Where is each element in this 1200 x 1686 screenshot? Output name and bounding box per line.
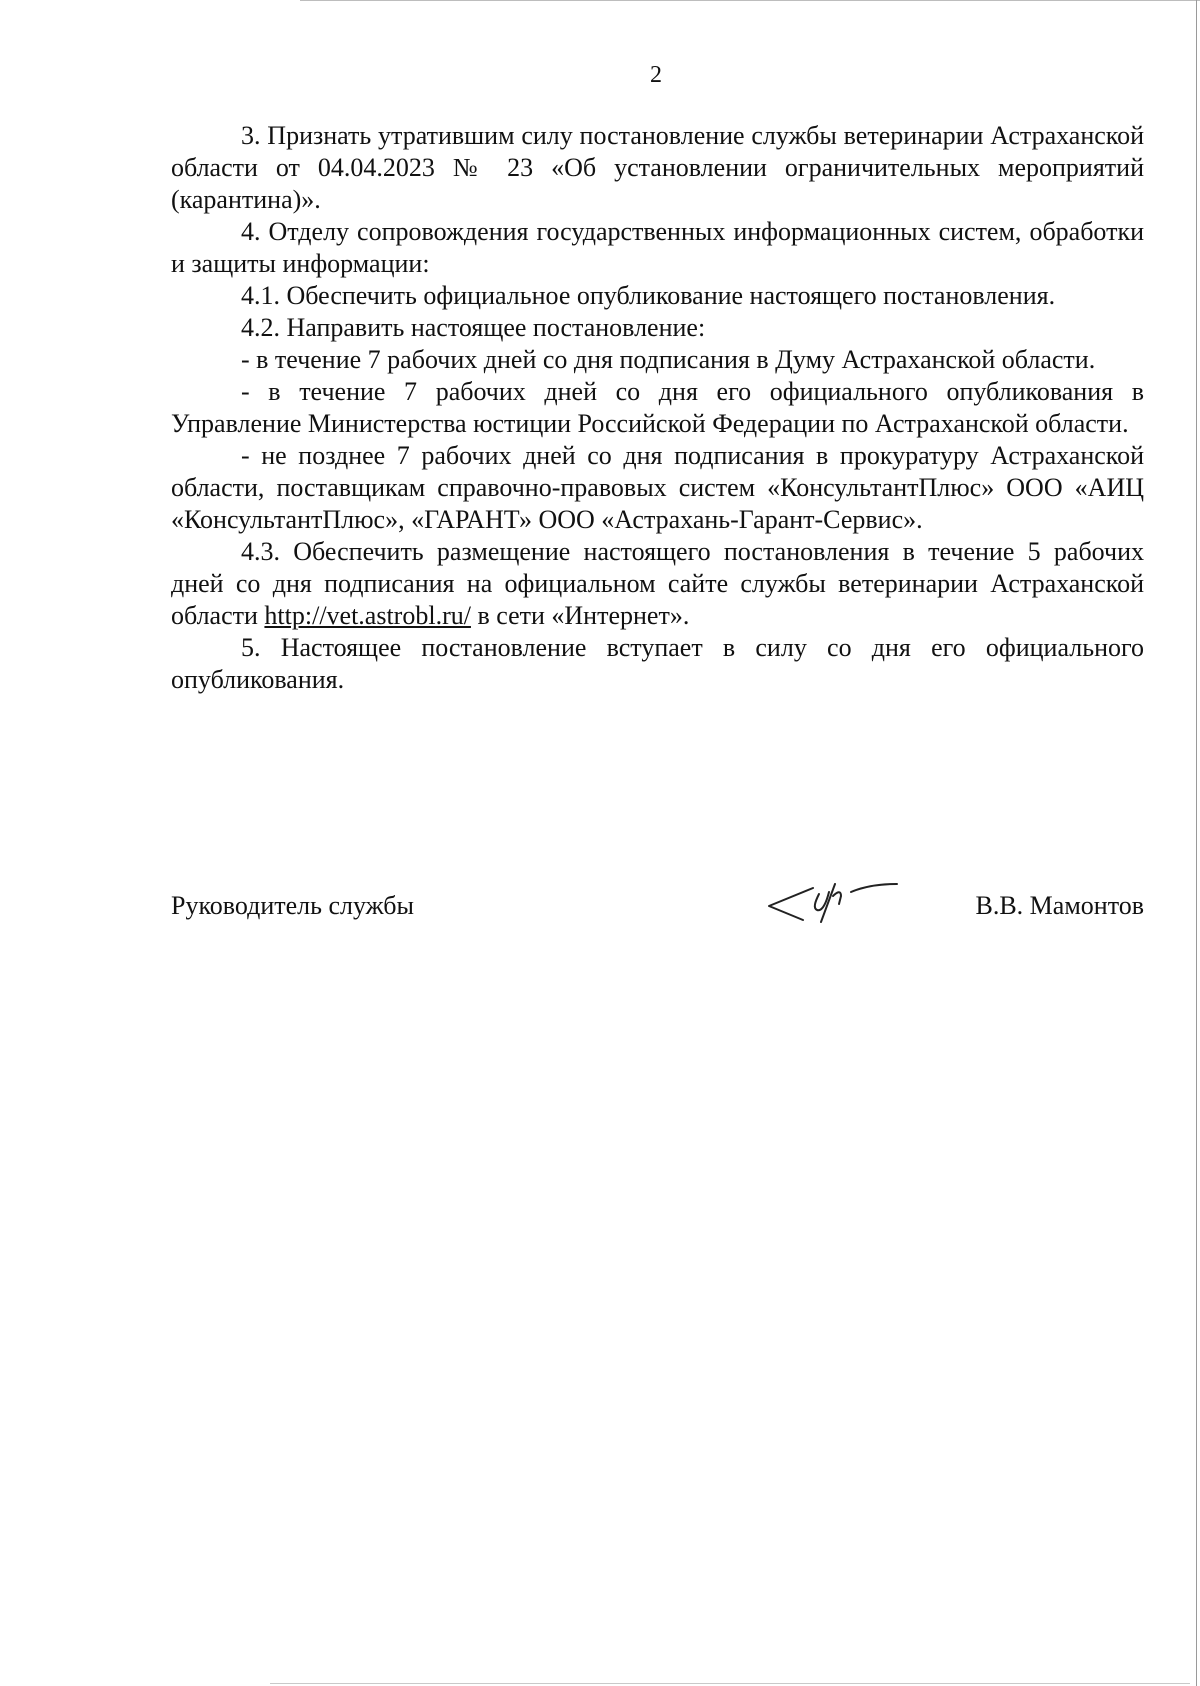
signatory-name: В.В. Мамонтов [975,891,1144,920]
paragraph-4-2-duma: - в течение 7 рабочих дней со дня подписания в Думу Астраханской области. [241,345,1096,374]
paragraph-4-3-tail: в сети «Интернет». [470,601,690,630]
paragraph-4-1: 4.1. Обеспечить официальное опубликование настоящего постановления. [241,281,1056,310]
scan-edge-right [1196,0,1197,1686]
signatory-position: Руководитель службы [171,891,414,920]
document-body [171,120,1144,696]
paragraph-5: 5. Настоящее постановление вступает в силу со дня его официального опубликования. [171,633,1144,694]
paragraph-4-3-text: 4.3. Обеспечить размещение настоящего постановления в течение 5 рабочих дней со дня подписания на официальном сайте службы ветеринарии Астраханской области [171,537,1144,630]
handwritten-signature [761,870,911,930]
signature-block [171,870,1144,930]
paragraph-3: 3. Признать утратившим силу постановление службы ветеринарии Астраханской области от 04.04.2023 № 23 «Об установлении ограничительных мероприятий (карантина)». [171,121,1144,214]
scan-edge-bottom [270,1683,1190,1684]
page-number: 2 [650,62,662,88]
paragraph-4: 4. Отделу сопровождения государственных информационных систем, обработки и защиты информации: [171,217,1144,278]
paragraph-4-2-justice: - в течение 7 рабочих дней со дня его официального опубликования в Управление Министерства юстиции Российской Федерации по Астраханской области. [171,377,1144,438]
paragraph-4-3 [171,536,1144,632]
paragraph-4-2: 4.2. Направить настоящее постановление: [241,313,706,342]
website-link[interactable]: http://vet.astrobl.ru/ [264,601,471,630]
paragraph-4-2-prosecutor: - не позднее 7 рабочих дней со дня подписания в прокуратуру Астраханской области, поставщикам справочно-правовых систем «КонсультантПлюс» ООО «АИЦ «КонсультантПлюс», «ГАРАНТ» ООО «Астрахань-Гарант-Сервис». [171,441,1144,534]
scan-edge-top [300,0,1200,1]
